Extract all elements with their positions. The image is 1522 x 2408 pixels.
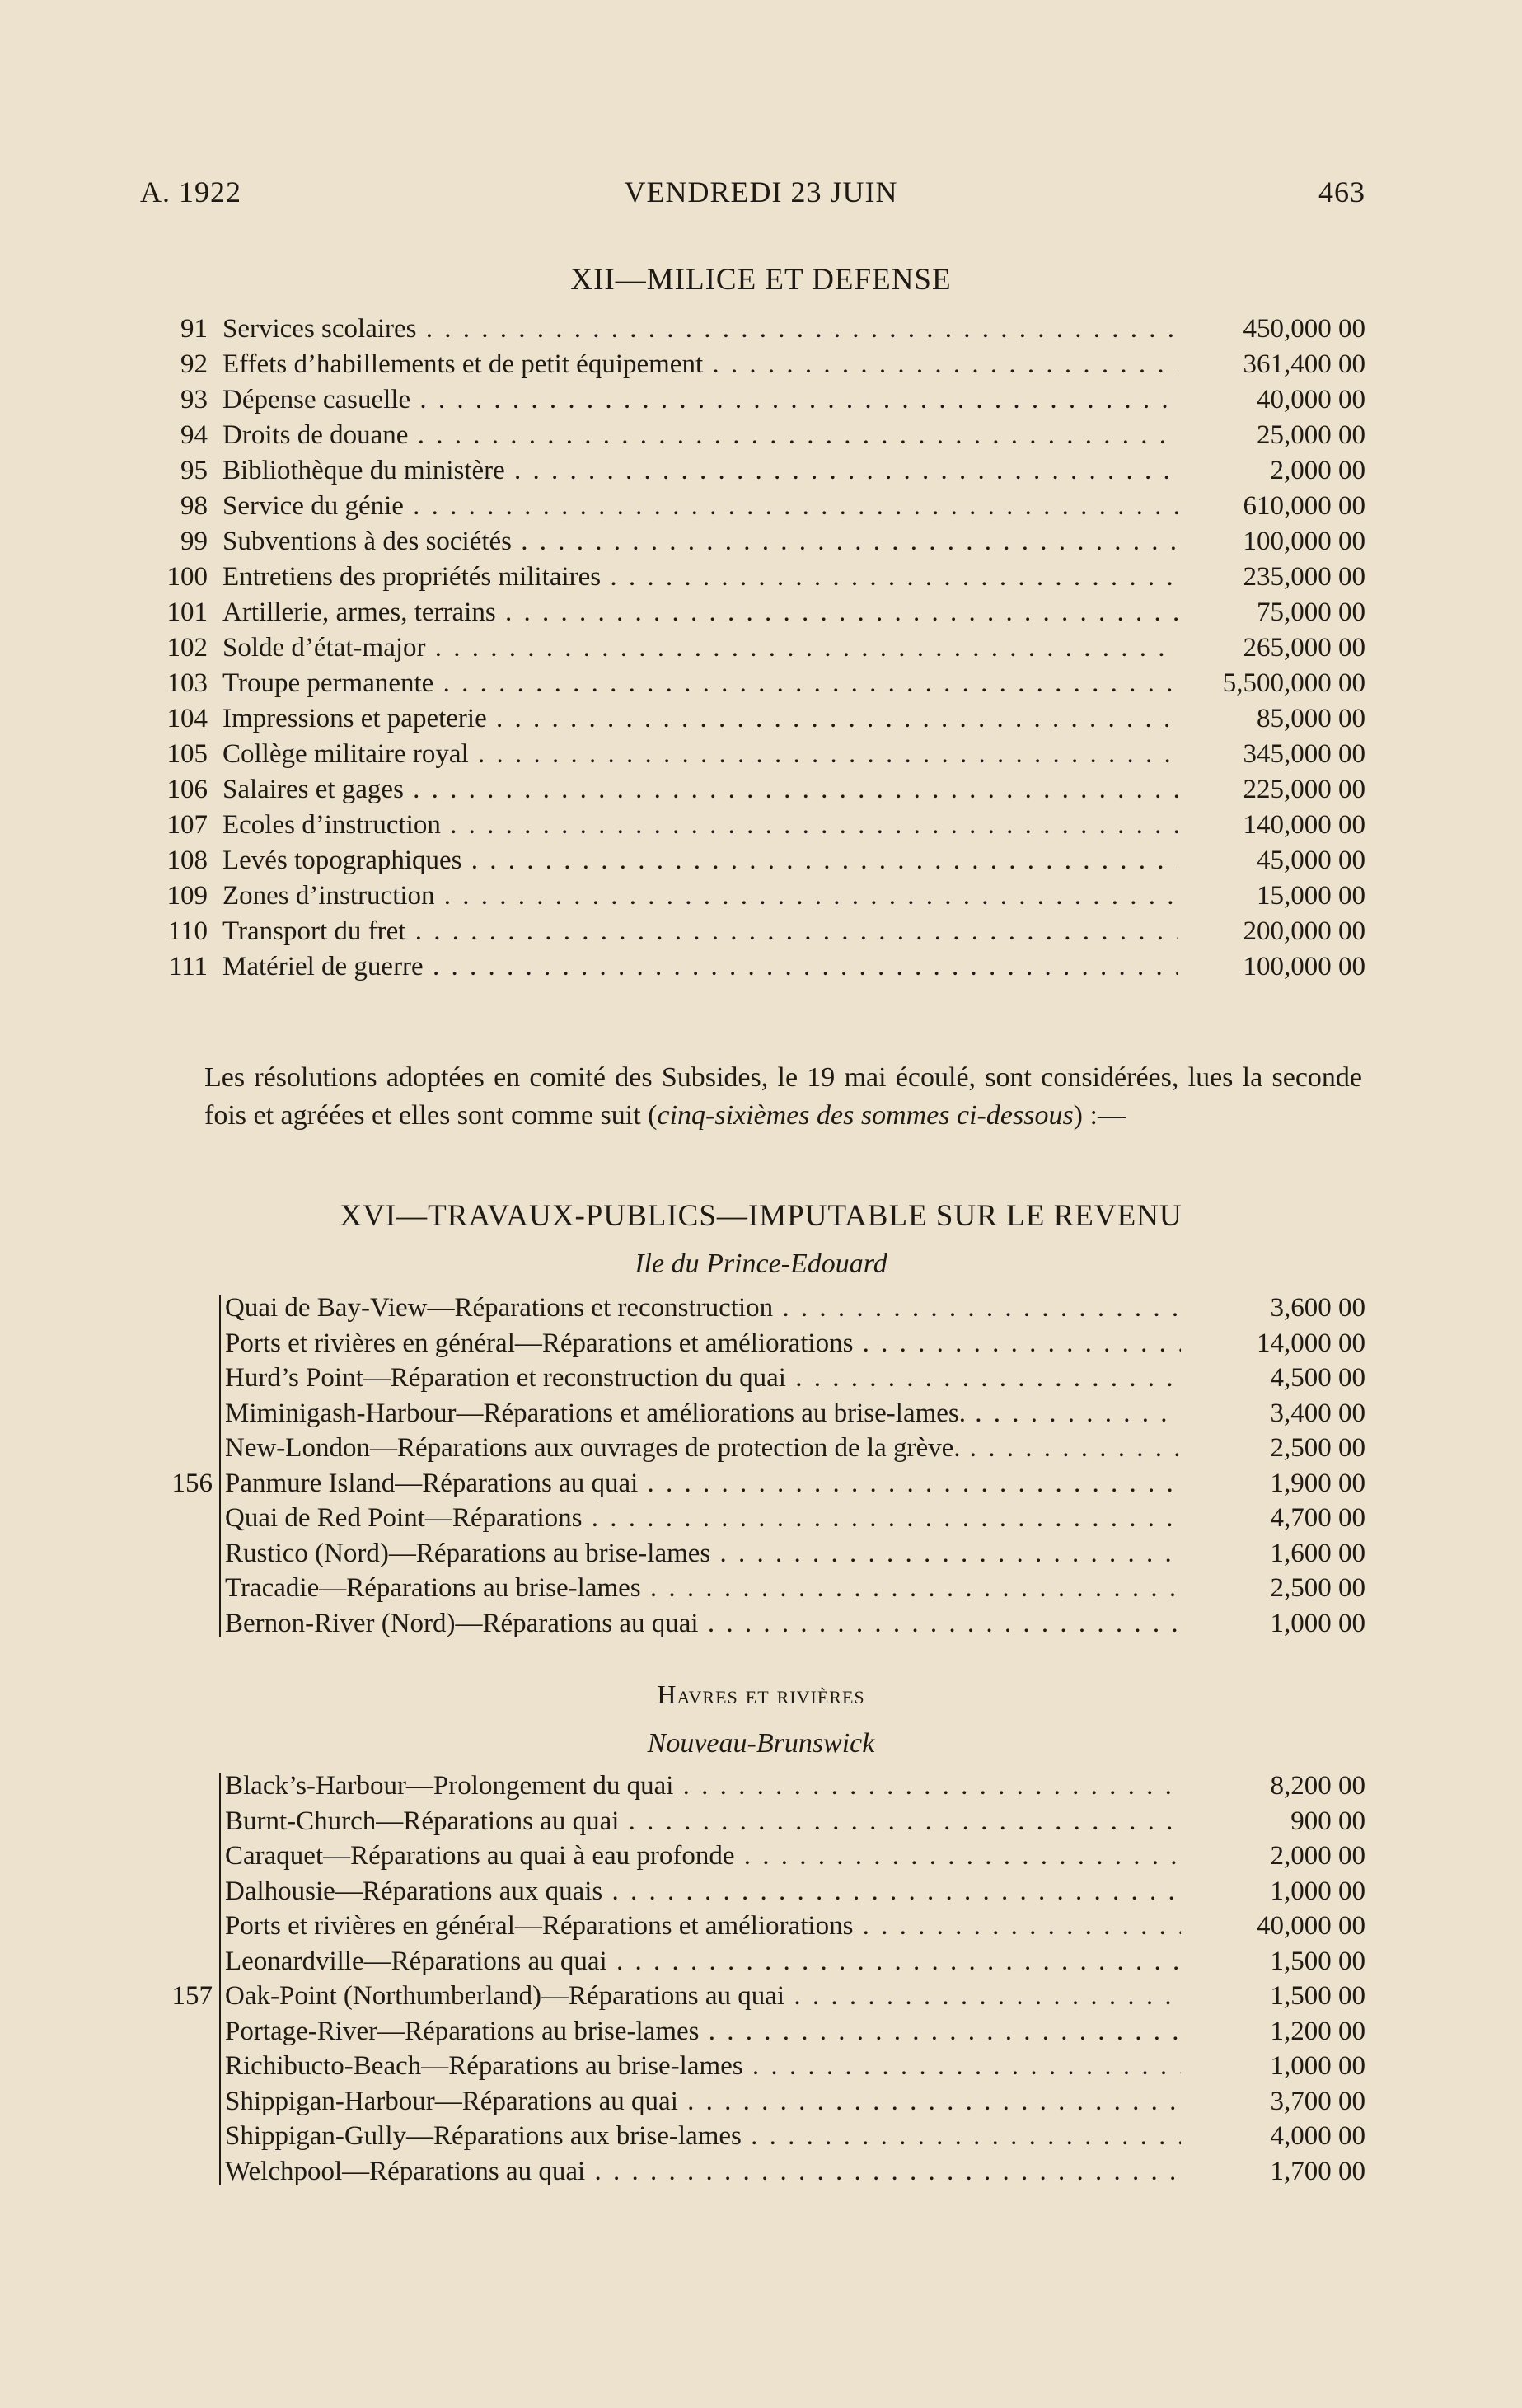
table-row: [0, 560, 1522, 595]
section-title-travaux: XVI—TRAVAUX-PUBLICS—IMPUTABLE SUR LE REVENU: [340, 1199, 1182, 1233]
item-amount: 1,600 00: [1270, 1538, 1365, 1568]
item-number: 93: [180, 385, 208, 415]
item-amount: 1,700 00: [1270, 2156, 1365, 2186]
item-amount: 140,000 00: [1243, 810, 1365, 840]
item-label: Oak-Point (Northumberland)—Réparations au quai . . .: [225, 1979, 1181, 2014]
item-number: 106: [166, 775, 208, 804]
item-number: 111: [168, 952, 208, 981]
item-label: Panmure Island—Réparations au quai . . .: [225, 1466, 1181, 1501]
item-label: Leonardville—Réparations au quai . . .: [225, 1944, 1181, 1979]
item-amount: 225,000 00: [1243, 775, 1365, 804]
item-label: Burnt-Church—Réparations au quai . . .: [225, 1804, 1181, 1839]
table-row: [0, 666, 1522, 701]
item-label: Matériel de guerre . . .: [222, 949, 1178, 985]
item-label: Black’s-Harbour—Prolongement du quai . . .: [225, 1769, 1181, 1804]
item-amount: 8,200 00: [1270, 1771, 1365, 1801]
item-label: Subventions à des sociétés . . .: [222, 524, 1178, 560]
item-amount: 45,000 00: [1257, 846, 1365, 875]
table-row: [0, 701, 1522, 737]
resolution-paragraph: [204, 1059, 1362, 1135]
item-amount: 265,000 00: [1243, 633, 1365, 663]
item-amount: 100,000 00: [1243, 527, 1365, 556]
item-amount: 85,000 00: [1257, 704, 1365, 733]
brace: [219, 1295, 229, 1637]
item-amount: 450,000 00: [1243, 314, 1365, 344]
item-label: Collège militaire royal . . .: [222, 737, 1178, 772]
item-number: 108: [166, 846, 208, 875]
item-label: Dalhousie—Réparations aux quais . . .: [225, 1874, 1181, 1909]
item-amount: 2,000 00: [1270, 456, 1365, 485]
item-amount: 1,000 00: [1270, 1608, 1365, 1638]
item-amount: 200,000 00: [1243, 916, 1365, 946]
item-number: 92: [180, 349, 208, 379]
header-date: VENDREDI 23 JUIN: [624, 176, 898, 208]
item-number: 103: [166, 668, 208, 698]
brace-number: 156: [171, 1468, 213, 1498]
page-number: 463: [1318, 176, 1365, 208]
item-amount: 25,000 00: [1257, 420, 1365, 450]
item-amount: 75,000 00: [1257, 597, 1365, 627]
item-amount: 1,500 00: [1270, 1946, 1365, 1976]
table-row: [0, 878, 1522, 914]
item-label: Artillerie, armes, terrains . . .: [222, 595, 1178, 630]
item-amount: 1,500 00: [1270, 1981, 1365, 2011]
item-label: Effets d’habillements et de petit équipement . . .: [222, 347, 1178, 382]
item-amount: 3,700 00: [1270, 2086, 1365, 2116]
item-label: New-London—Réparations aux ouvrages de protection de la grève. . . .: [225, 1431, 1181, 1466]
item-label: Zones d’instruction . . .: [222, 878, 1178, 914]
item-amount: 610,000 00: [1243, 491, 1365, 521]
item-number: 105: [166, 739, 208, 769]
item-amount: 14,000 00: [1257, 1328, 1365, 1358]
item-number: 109: [166, 881, 208, 911]
item-label: Portage-River—Réparations au brise-lames . . .: [225, 2014, 1181, 2050]
item-label: Transport du fret . . .: [222, 914, 1178, 949]
item-label: Entretiens des propriétés militaires . . .: [222, 560, 1178, 595]
item-number: 101: [166, 597, 208, 627]
item-amount: 235,000 00: [1243, 562, 1365, 592]
item-amount: 1,000 00: [1270, 1876, 1365, 1906]
item-label: Salaires et gages . . .: [222, 772, 1178, 808]
item-label: Impressions et papeterie . . .: [222, 701, 1178, 737]
item-amount: 100,000 00: [1243, 952, 1365, 981]
table-row: [0, 772, 1522, 808]
item-amount: 2,000 00: [1270, 1841, 1365, 1871]
table-row: [0, 453, 1522, 489]
table-row: [0, 524, 1522, 560]
item-amount: 1,000 00: [1270, 2051, 1365, 2081]
brace: [219, 1773, 229, 2185]
item-label: Droits de douane . . .: [222, 418, 1178, 453]
item-label: Bernon-River (Nord)—Réparations au quai . . .: [225, 1606, 1181, 1642]
item-number: 104: [166, 704, 208, 733]
heading-havres: Havres et rivières: [657, 1680, 865, 1709]
item-label: Levés topographiques . . .: [222, 843, 1178, 878]
item-label: Quai de Red Point—Réparations . . .: [225, 1501, 1181, 1536]
item-label: Shippigan-Gully—Réparations aux brise-lames . . .: [225, 2119, 1181, 2154]
item-amount: 40,000 00: [1257, 1911, 1365, 1941]
item-label: Services scolaires . . .: [222, 312, 1178, 347]
item-amount: 2,500 00: [1270, 1433, 1365, 1463]
item-number: 94: [180, 420, 208, 450]
item-label: Shippigan-Harbour—Réparations au quai . . .: [225, 2084, 1181, 2120]
paragraph-text: Les résolutions adoptées en comité des Subsides, le 19 mai écoulé, sont considérées, lues la seconde fois et agréées et elles sont comme suit (: [204, 1062, 1362, 1131]
table-row: [0, 489, 1522, 524]
item-label: Miminigash-Harbour—Réparations et améliorations au brise-lames. . . .: [225, 1396, 1181, 1431]
item-number: 100: [166, 562, 208, 592]
subtitle-nb: Nouveau-Brunswick: [647, 1728, 875, 1759]
item-amount: 361,400 00: [1243, 349, 1365, 379]
item-label: Ports et rivières en général—Réparations et améliorations . . .: [225, 1326, 1181, 1361]
item-amount: 5,500,000 00: [1222, 668, 1365, 698]
table-row: [0, 843, 1522, 878]
item-amount: 3,600 00: [1270, 1293, 1365, 1323]
item-label: Richibucto-Beach—Réparations au brise-lames . . .: [225, 2049, 1181, 2084]
table-row: [0, 595, 1522, 630]
table-row: [0, 382, 1522, 418]
item-amount: 4,500 00: [1270, 1363, 1365, 1393]
item-number: 95: [180, 456, 208, 485]
item-label: Solde d’état-major . . .: [222, 630, 1178, 666]
item-amount: 40,000 00: [1257, 385, 1365, 415]
table-row: [0, 808, 1522, 843]
item-label: Dépense casuelle . . .: [222, 382, 1178, 418]
header-year: A. 1922: [140, 176, 241, 208]
item-label: Hurd’s Point—Réparation et reconstruction du quai . . .: [225, 1361, 1181, 1396]
item-amount: 1,900 00: [1270, 1468, 1365, 1498]
table-row: [0, 630, 1522, 666]
item-label: Bibliothèque du ministère . . .: [222, 453, 1178, 489]
brace-number: 157: [171, 1981, 213, 2011]
paragraph-italic: cinq-sixièmes des sommes ci-dessous: [657, 1100, 1074, 1131]
item-label: Caraquet—Réparations au quai à eau profonde . . .: [225, 1839, 1181, 1874]
paragraph-end: ) :—: [1073, 1100, 1126, 1131]
item-label: Welchpool—Réparations au quai . . .: [225, 2154, 1181, 2190]
section-title-milice: XII—MILICE ET DEFENSE: [570, 263, 952, 297]
table-row: [0, 312, 1522, 347]
item-label: Ecoles d’instruction . . .: [222, 808, 1178, 843]
table-row: [0, 347, 1522, 382]
item-label: Troupe permanente . . .: [222, 666, 1178, 701]
item-number: 102: [166, 633, 208, 663]
table-row: [0, 949, 1522, 985]
item-amount: 1,200 00: [1270, 2016, 1365, 2046]
item-number: 107: [166, 810, 208, 840]
item-number: 91: [180, 314, 208, 344]
table-row: [0, 737, 1522, 772]
item-label: Ports et rivières en général—Réparations et améliorations . . .: [225, 1909, 1181, 1944]
item-amount: 15,000 00: [1257, 881, 1365, 911]
item-label: Tracadie—Réparations au brise-lames . . .: [225, 1571, 1181, 1606]
item-number: 110: [167, 916, 208, 946]
item-number: 99: [180, 527, 208, 556]
subtitle-pei: Ile du Prince-Edouard: [635, 1249, 887, 1279]
item-number: 98: [180, 491, 208, 521]
table-row: [0, 418, 1522, 453]
item-amount: 345,000 00: [1243, 739, 1365, 769]
item-amount: 3,400 00: [1270, 1398, 1365, 1428]
table-row: [0, 914, 1522, 949]
item-label: Quai de Bay-View—Réparations et reconstruction . . .: [225, 1291, 1181, 1326]
item-label: Service du génie . . .: [222, 489, 1178, 524]
item-amount: 900 00: [1290, 1806, 1365, 1836]
item-label: Rustico (Nord)—Réparations au brise-lames . . .: [225, 1536, 1181, 1572]
item-amount: 2,500 00: [1270, 1573, 1365, 1603]
item-amount: 4,700 00: [1270, 1503, 1365, 1533]
item-amount: 4,000 00: [1270, 2121, 1365, 2151]
